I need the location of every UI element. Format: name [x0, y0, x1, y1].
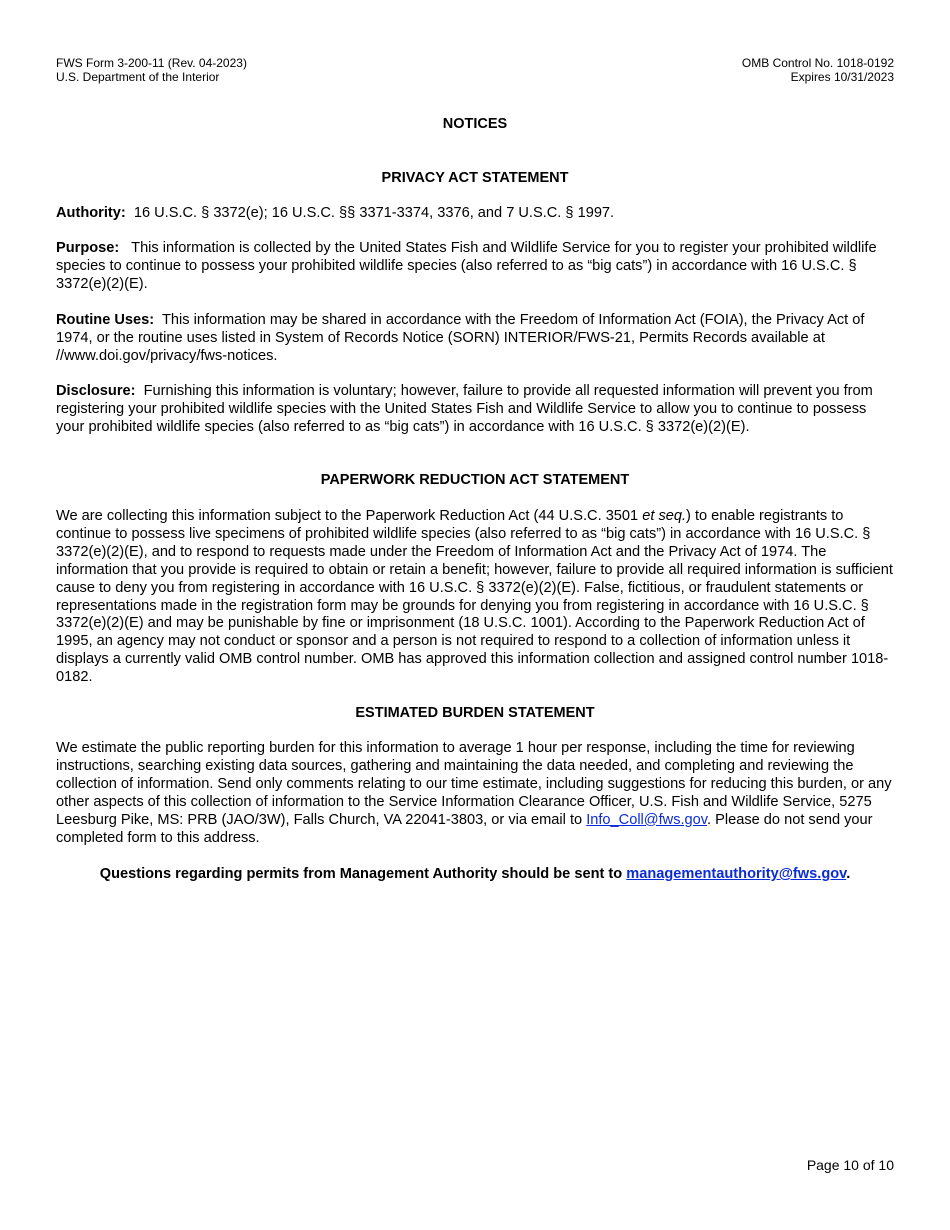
expiration-date: Expires 10/31/2023	[790, 70, 894, 84]
info-coll-email-link[interactable]: Info_Coll@fws.gov	[586, 811, 708, 828]
burden-section	[56, 705, 894, 721]
privacy-title: PRIVACY ACT STATEMENT	[381, 170, 569, 186]
routine-uses-label: Routine Uses:	[56, 312, 155, 328]
page-number: Page 10 of 10	[806, 1157, 894, 1173]
privacy-section	[56, 170, 894, 186]
management-authority-email-link[interactable]: managementauthority@fws.gov	[626, 866, 847, 882]
purpose-label: Purpose:	[56, 240, 120, 256]
questions-line	[0, 865, 950, 883]
paperwork-text-start: We are collecting this information subject to the Paperwork Reduction Act (44 U.S.C. 3501	[56, 508, 643, 524]
omb-control-number: OMB Control No. 1018-0192	[741, 56, 894, 70]
routine-uses-paragraph	[56, 312, 894, 366]
authority-text: 16 U.S.C. § 3372(e); 16 U.S.C. §§ 3371-3374, 3376, and 7 U.S.C. § 1997.	[133, 205, 615, 221]
form-header-right	[742, 56, 894, 84]
authority-paragraph	[56, 205, 894, 223]
purpose-paragraph	[56, 240, 894, 294]
paperwork-text-end: ) to enable registrants to continue to possess live specimens of prohibited wildlife species (also referred to as “big cats”) in accordance with 16 U.S.C. § 3372(e)(2)(E), and to respond to requests made under the Freedom of Information Act and the Privacy Act of 1974. The information that you provide is required to obtain or retain a benefit; however, failure to provide all required information is sufficient cause to deny you from registering in accordance with 16 U.S.C. § 3372(e)(2)(E). False, fictitious, or fraudulent statements or representations made in the registration form may be grounds for denying you from registering in accordance with 16 U.S.C. § 3372(e)(2)(E) and may be punishable by fine or imprisonment (18 U.S.C. 1001). According to the Paperwork Reduction Act of 1995, an agency may not conduct or sponsor and a person is not required to respond to a collection of information unless it displays a currently valid OMB control number. OMB has approved this information collection and assigned control number 1018-0182.	[56, 508, 893, 686]
purpose-text: This information is collected by the United States Fish and Wildlife Service for you to register your prohibited wildlife species to continue to possess your prohibited wildlife species (also referred to as “big cats”) in accordance with 16 U.S.C. § 3372(e)(2)(E).	[56, 240, 877, 292]
authority-label: Authority:	[56, 205, 126, 221]
routine-uses-text: This information may be shared in accordance with the Freedom of Information Act (FOIA), the Privacy Act of 1974, or the routine uses listed in System of Records Notice (SORN) INTERIOR/FWS-21, Permits Records available at //www.doi.gov/privacy/fws-notices.	[56, 312, 865, 364]
disclosure-label: Disclosure:	[56, 383, 136, 399]
questions-text: Questions regarding permits from Management Authority should be sent to	[99, 866, 627, 882]
burden-title: ESTIMATED BURDEN STATEMENT	[355, 705, 595, 721]
burden-text: We estimate the public reporting burden for this information to average 1 hour per response, including the time for reviewing instructions, searching existing data sources, gathering and maintaining the data needed, and completing and reviewing the collection of information. Send only comments relating to our time estimate, including suggestions for reducing this burden, or any other aspects of this collection of information to the Service Information Clearance Officer, U.S. Fish and Wildlife Service, 5275 Leesburg Pike, MS: PRB (JAO/3W), Falls Church, VA 22041-3803, or via email to	[56, 740, 892, 828]
disclosure-paragraph	[56, 383, 894, 437]
disclosure-text: Furnishing this information is voluntary; however, failure to provide all requested information will prevent you from registering your prohibited wildlife species with the United States Fish and Wildlife Service to allow you to continue to possess your prohibited wildlife species (also referred to as “big cats”) in accordance with 16 U.S.C. § 3372(e)(2)(E).	[56, 383, 873, 435]
notices-title: NOTICES	[442, 116, 508, 132]
burden-paragraph	[56, 740, 894, 847]
form-number: FWS Form 3-200-11 (Rev. 04-2023)	[56, 56, 247, 70]
form-header-left	[56, 56, 247, 84]
paperwork-title: PAPERWORK REDUCTION ACT STATEMENT	[320, 472, 630, 488]
paperwork-italic: et seq.	[642, 508, 687, 524]
burden-text-end: . Please do not send your completed form to this address.	[56, 811, 873, 846]
department-name: U.S. Department of the Interior	[56, 70, 220, 84]
paperwork-paragraph	[56, 508, 894, 687]
paperwork-section	[56, 472, 894, 488]
questions-end: .	[846, 866, 851, 882]
